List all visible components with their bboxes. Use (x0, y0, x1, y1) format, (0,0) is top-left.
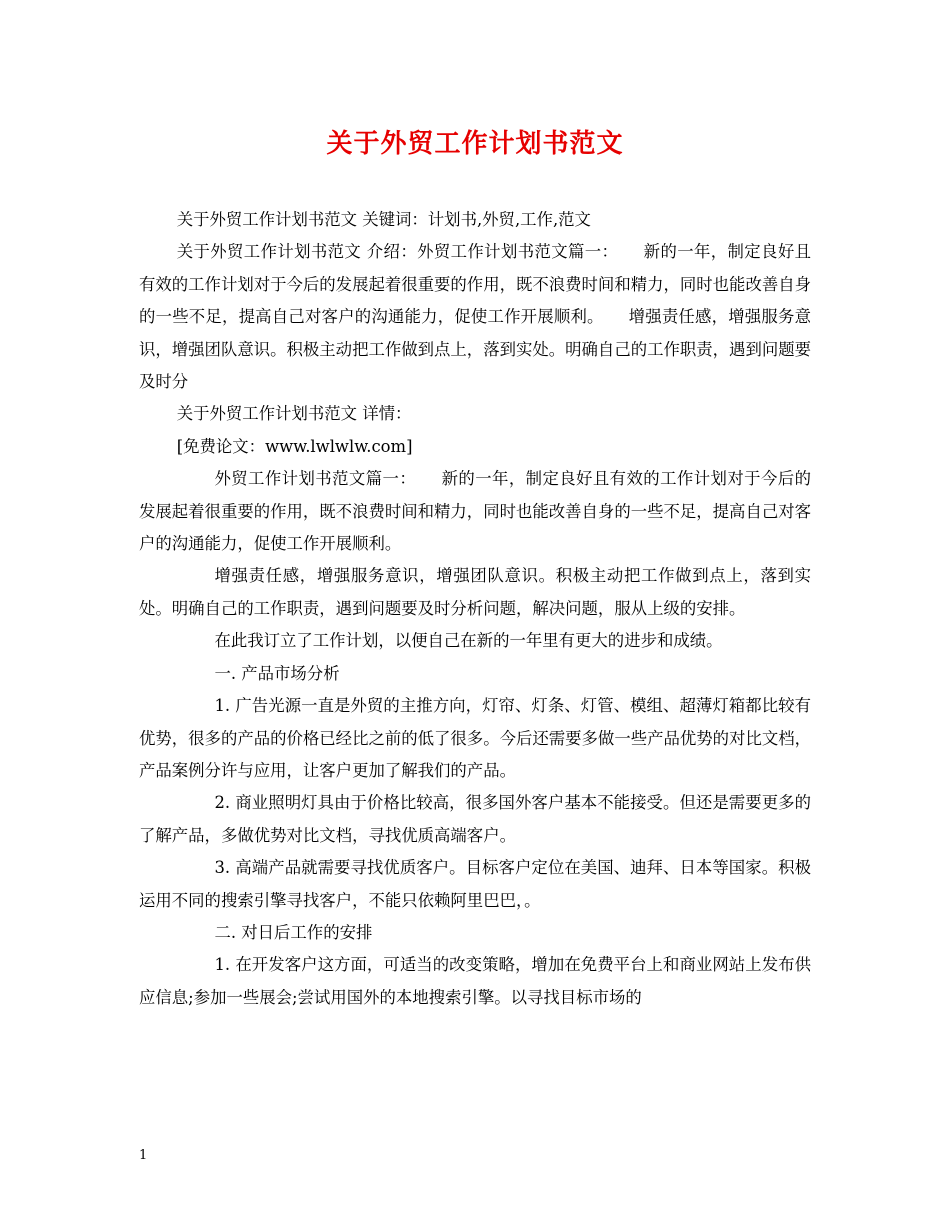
body-paragraph: 外贸工作计划书范文篇一： 新的一年，制定良好且有效的工作计划对于今后的发展起着很重要的作用，既不浪费时间和精力，同时也能改善自身的一些不足，提高自己对客户的沟通能力，促使工作开展顺利。 (139, 469, 812, 554)
keywords-paragraph: 关于外贸工作计划书范文 关键词：计划书,外贸,工作,范文 (176, 210, 591, 229)
list-item: 1. 在开发客户这方面，可适当的改变策略，增加在免费平台上和商业网站上发布供应信息;参加一些展会;尝试用国外的本地搜索引擎。以寻找目标市场的 (139, 955, 811, 1007)
document-body (139, 204, 811, 1014)
document-title: 关于外贸工作计划书范文 (326, 129, 624, 159)
section-heading: 二. 对日后工作的安排 (214, 922, 373, 942)
list-item: 3. 高端产品就需要寻找优质客户。目标客户定位在美国、迪拜、日本等国家。积极运用不同的搜索引擎寻找客户，不能只依赖阿里巴巴，。 (139, 858, 811, 910)
details-heading: 关于外贸工作计划书范文 详情： (176, 404, 412, 424)
page-number: 1 (139, 1148, 148, 1163)
body-paragraph: 在此我订立了工作计划，以便自己在新的一年里有更大的进步和成绩。 (214, 631, 723, 651)
list-item: 1. 广告光源一直是外贸的主推方向，灯帘、灯条、灯管、模组、超薄灯箱都比较有优势，很多的产品的价格已经比之前的低了很多。今后还需要多做一些产品优势的对比文档，产品案例分许与应用，让客户更加了解我们的产品。 (139, 696, 812, 780)
body-paragraph: 增强责任感，增强服务意识，增强团队意识。积极主动把工作做到点上，落到实处。明确自己的工作职责，遇到问题要及时分析问题，解决问题，服从上级的安排。 (139, 566, 811, 618)
source-link-text: [免费论文：www.lwlwlw.com] (176, 436, 413, 456)
list-item: 2. 商业照明灯具由于价格比较高，很多国外客户基本不能接受。但还是需要更多的了解产品，多做优势对比文档，寻找优质高端客户。 (139, 793, 811, 845)
intro-paragraph: 关于外贸工作计划书范文 介绍：外贸工作计划书范文篇一： 新的一年，制定良好且有效的工作计划对于今后的发展起着很重要的作用，既不浪费时间和精力，同时也能改善自身的一些不足，提高自己对客户的沟通能力，促使工作开展顺利。 增强责任感，增强服务意识，增强团队意识。积极主动把工作做到点上，落到实处。明确自己的工作职责，遇到问题要及时分 (139, 242, 812, 392)
section-heading: 一. 产品市场分析 (214, 663, 340, 683)
